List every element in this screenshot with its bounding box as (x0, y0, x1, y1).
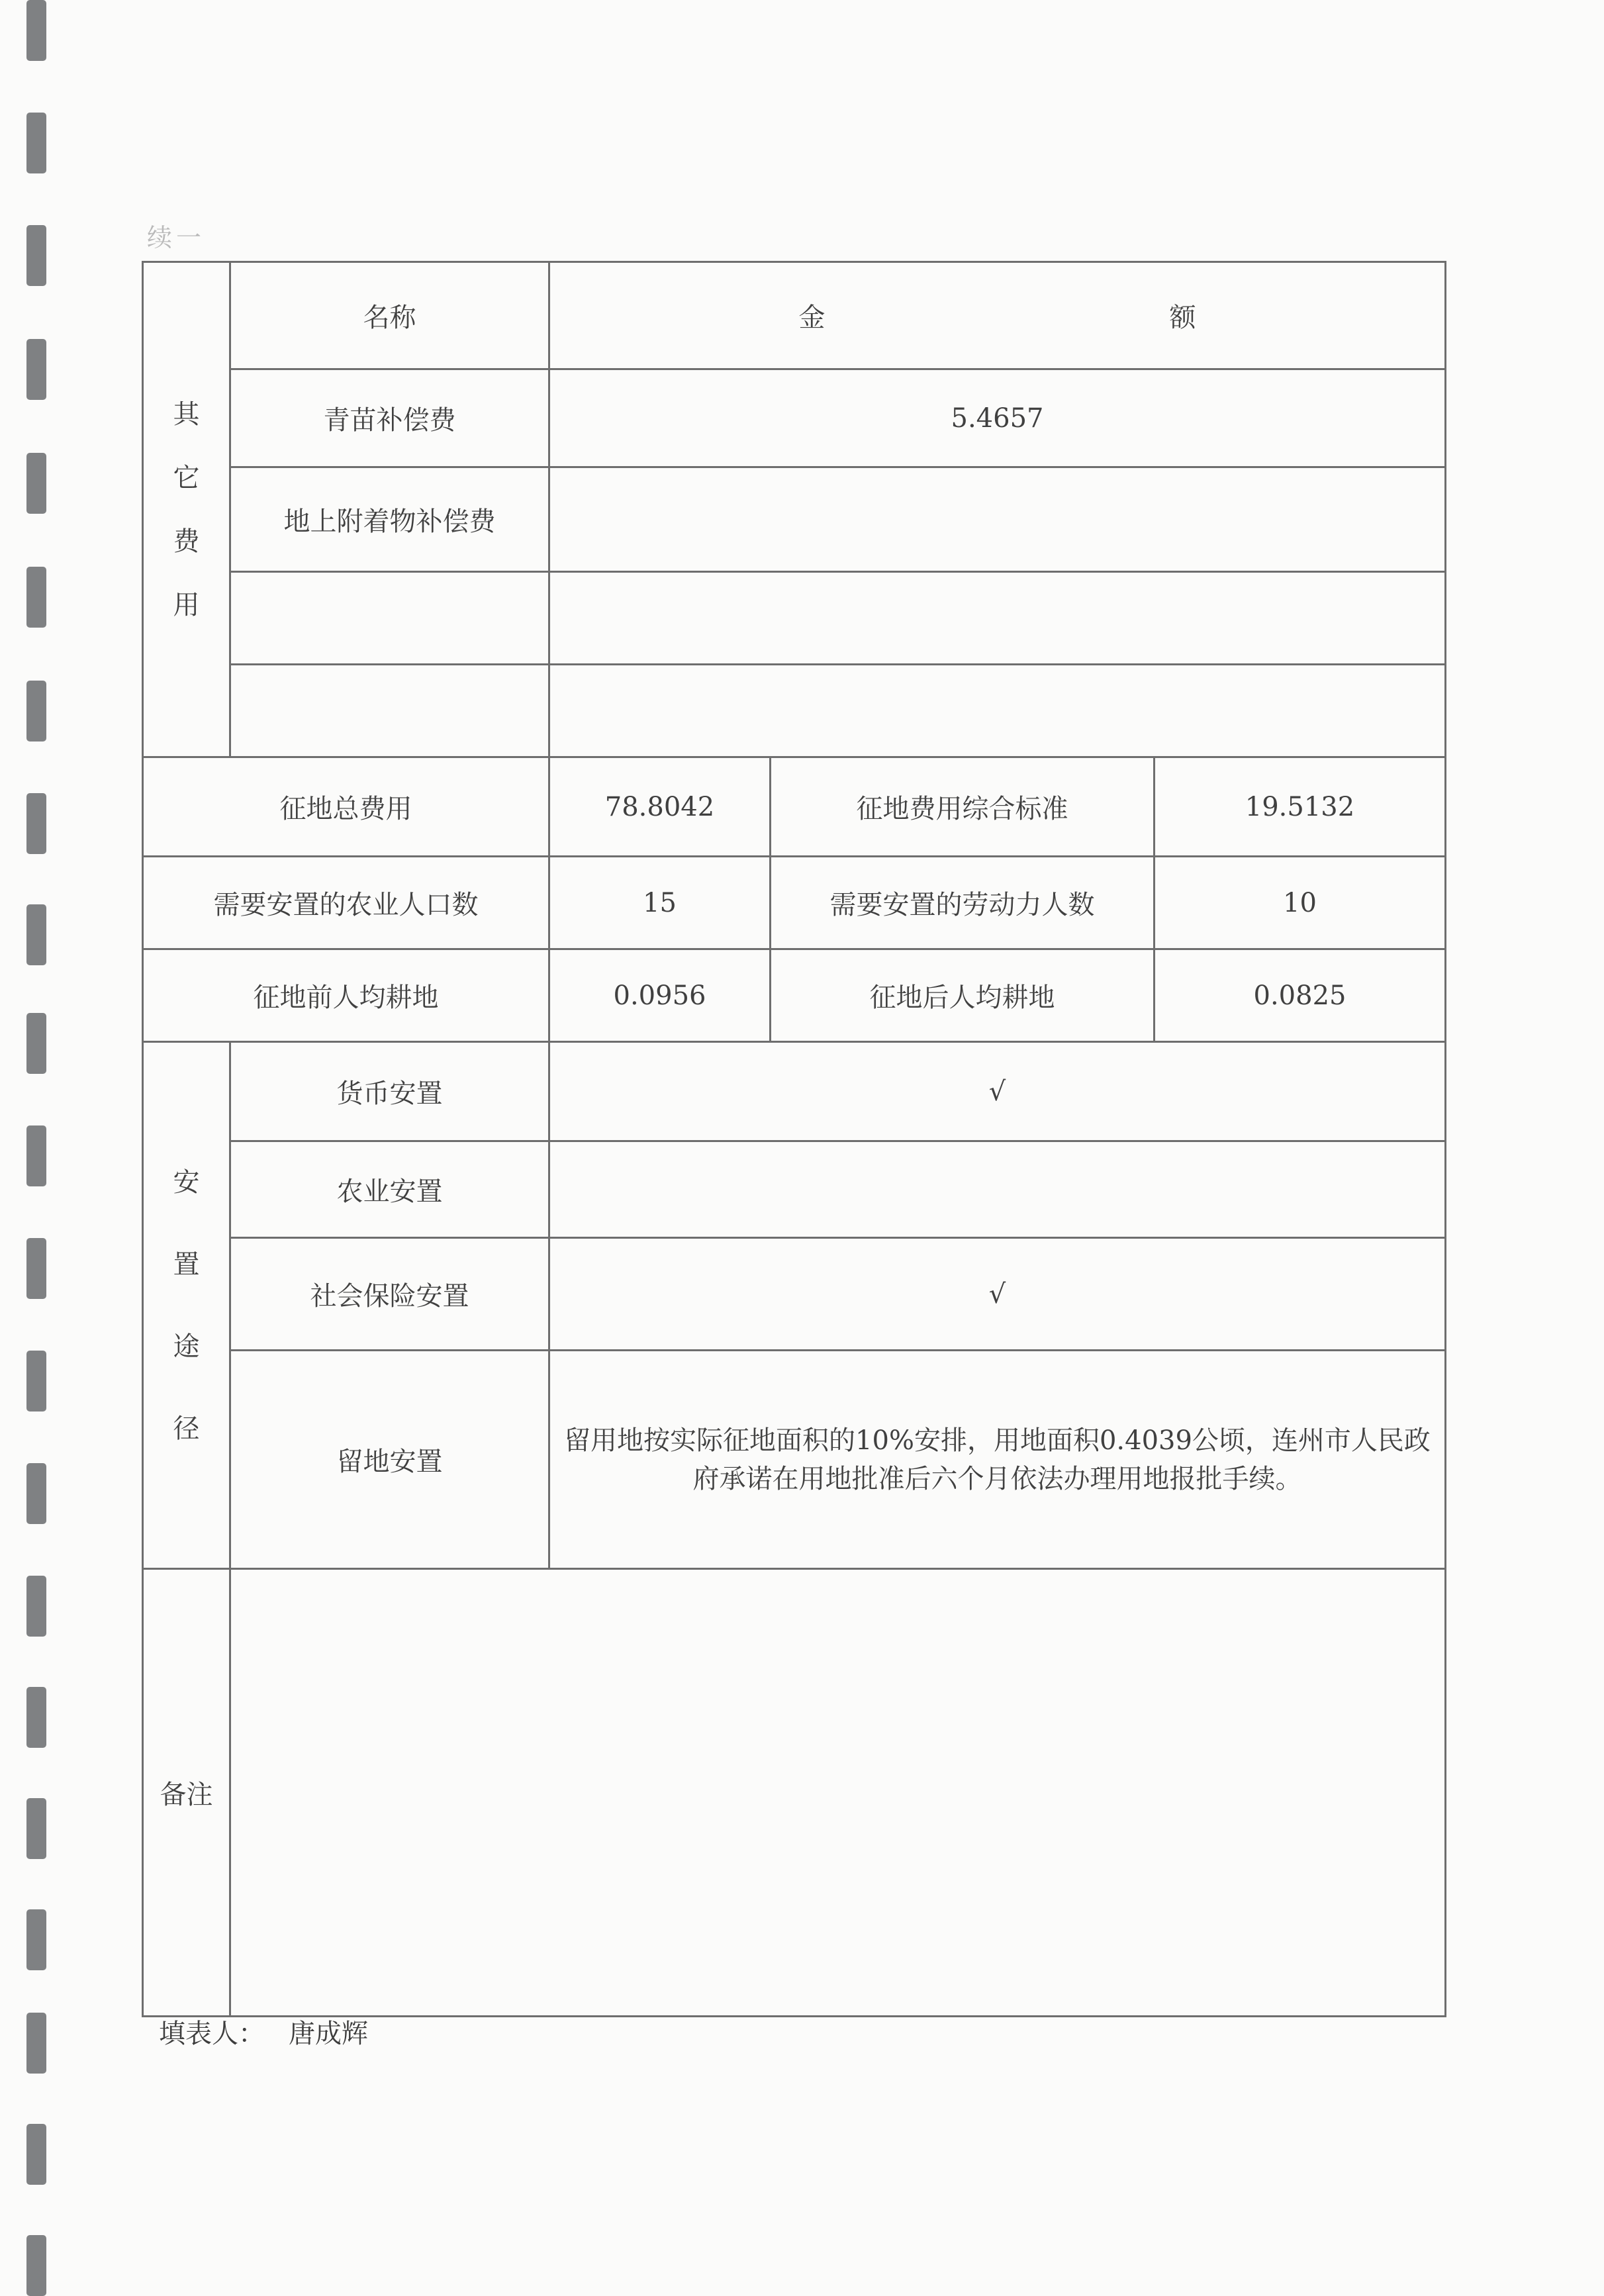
placement-check: √ (549, 1238, 1446, 1351)
placement-name: 社会保险安置 (230, 1238, 549, 1351)
placement-name: 货币安置 (230, 1042, 549, 1141)
standard-label: 征地费用综合标准 (771, 757, 1155, 857)
other-fee-amount (549, 572, 1446, 665)
other-fee-name (230, 665, 549, 757)
other-fee-amount: 5.4657 (549, 369, 1446, 467)
placement-group-label: 安 置 途 径 (173, 1167, 200, 1444)
binding-hole (26, 113, 46, 173)
other-fee-name (230, 572, 549, 665)
continued-label: 续一 (147, 223, 206, 252)
other-fee-row (143, 665, 1446, 757)
filler-label: 填表人： (159, 2019, 265, 2049)
population-row (143, 857, 1446, 949)
total-cost-label: 征地总费用 (143, 757, 549, 857)
binding-hole (26, 567, 46, 628)
binding-hole (26, 2124, 46, 2185)
other-fee-amount (549, 665, 1446, 757)
binding-hole (26, 1238, 46, 1299)
placement-row (143, 1238, 1446, 1351)
placement-check: √ (549, 1042, 1446, 1141)
binding-hole (26, 1687, 46, 1748)
other-fee-row (143, 572, 1446, 665)
binding-hole (26, 793, 46, 854)
other-fee-name: 地上附着物补偿费 (230, 467, 549, 572)
binding-hole (26, 2235, 46, 2296)
header-amount-cell: 金 额 (549, 262, 1446, 369)
standard-value: 19.5132 (1155, 757, 1446, 857)
binding-hole (26, 2013, 46, 2074)
other-fees-group-cell (143, 262, 230, 757)
form-table (142, 261, 1446, 2017)
other-fee-name: 青苗补偿费 (230, 369, 549, 467)
other-fees-header-row (143, 262, 1446, 369)
remarks-content (230, 1569, 1446, 2017)
land-requisition-form (142, 261, 1444, 2017)
agri-pop-label: 需要安置的农业人口数 (143, 857, 549, 949)
other-fee-row (143, 369, 1446, 467)
form-filler (159, 2013, 368, 2050)
binding-hole (26, 453, 46, 514)
placement-name: 农业安置 (230, 1141, 549, 1238)
placement-row (143, 1351, 1446, 1569)
other-fees-group-label: 其 它 费 用 (173, 399, 200, 620)
placement-name: 留地安置 (230, 1351, 549, 1569)
remarks-row (143, 1569, 1446, 2017)
binding-hole (26, 1463, 46, 1524)
binding-hole (26, 1013, 46, 1074)
binding-hole (26, 1909, 46, 1970)
binding-hole (26, 1798, 46, 1859)
binding-hole (26, 0, 46, 61)
agri-pop-value: 15 (549, 857, 771, 949)
total-cost-value: 78.8042 (549, 757, 771, 857)
after-label: 征地后人均耕地 (771, 949, 1155, 1042)
header-name-cell: 名称 (230, 262, 549, 369)
total-cost-row (143, 757, 1446, 857)
before-label: 征地前人均耕地 (143, 949, 549, 1042)
placement-row (143, 1042, 1446, 1141)
placement-check (549, 1141, 1446, 1238)
other-fee-amount (549, 467, 1446, 572)
filler-name: 唐成辉 (289, 2019, 368, 2049)
labor-label: 需要安置的劳动力人数 (771, 857, 1155, 949)
placement-row (143, 1141, 1446, 1238)
binding-hole (26, 1576, 46, 1637)
before-value: 0.0956 (549, 949, 771, 1042)
binding-hole (26, 1351, 46, 1411)
binding-hole (26, 1125, 46, 1186)
remarks-label: 备注 (143, 1569, 230, 2017)
binding-hole (26, 681, 46, 741)
binding-hole (26, 339, 46, 400)
other-fee-row (143, 467, 1446, 572)
placement-group-cell (143, 1042, 230, 1569)
binding-hole (26, 904, 46, 965)
after-value: 0.0825 (1155, 949, 1446, 1042)
labor-value: 10 (1155, 857, 1446, 949)
retained-land-description: 留用地按实际征地面积的10%安排，用地面积0.4039公顷，连州市人民政府承诺在用地批准后六个月依法办理用地报批手续。 (549, 1351, 1446, 1569)
binding-holes (26, 0, 53, 2289)
binding-hole (26, 225, 46, 286)
farmland-row (143, 949, 1446, 1042)
